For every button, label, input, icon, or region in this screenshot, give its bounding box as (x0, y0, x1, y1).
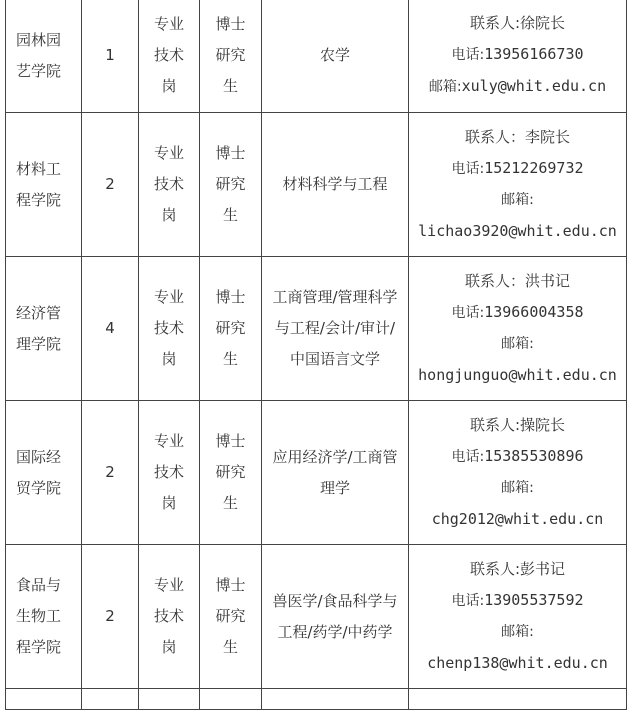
post-cell (139, 113, 200, 257)
headcount: 4 (105, 319, 115, 337)
table-row (6, 113, 627, 257)
headcount: 2 (105, 175, 115, 193)
contact-cell (409, 545, 627, 689)
college-name: 材料工程学院 (16, 159, 62, 209)
contact-person: 联系人:彭书记 (469, 560, 566, 578)
phone-number: 13905537592 (484, 591, 584, 609)
college-name: 食品与生物工程学院 (16, 576, 62, 656)
college-name: 经济管理学院 (16, 303, 62, 353)
email-address: chenp138@whit.edu.cn (427, 654, 608, 672)
email-address: lichao3920@whit.edu.cn (418, 222, 617, 240)
empty-cell (82, 689, 139, 710)
contact-cell (409, 113, 627, 257)
degree-requirement: 博士研究生 (215, 576, 246, 656)
empty-cell (409, 689, 627, 710)
degree-requirement: 博士研究生 (215, 288, 246, 368)
degree-requirement: 博士研究生 (215, 144, 246, 224)
college-cell (6, 113, 82, 257)
phone-label: 电话: (451, 305, 485, 321)
major-requirement: 工商管理/管理科学与工程/会计/审计/中国语言文学 (272, 288, 398, 368)
phone-number: 13956166730 (484, 45, 584, 63)
empty-cell (262, 689, 409, 710)
count-cell (82, 545, 139, 689)
degree-requirement: 博士研究生 (215, 432, 246, 512)
table-row (6, 401, 627, 545)
major-cell (262, 113, 409, 257)
empty-cell (200, 689, 262, 710)
major-requirement: 农学 (319, 46, 350, 64)
contact-cell (409, 0, 627, 113)
degree-cell (200, 257, 262, 401)
college-name: 国际经贸学院 (16, 447, 62, 497)
phone-number: 13966004358 (484, 303, 584, 321)
contact-cell (409, 257, 627, 401)
email-address: chg2012@whit.edu.cn (431, 510, 604, 528)
post-type: 专业技术岗 (153, 288, 184, 368)
post-type: 专业技术岗 (153, 15, 184, 95)
post-type: 专业技术岗 (153, 432, 184, 512)
table-row (6, 257, 627, 401)
phone-label: 电话: (451, 47, 485, 63)
table-row-partial (6, 689, 627, 710)
empty-cell (139, 689, 200, 710)
post-cell (139, 0, 200, 113)
empty-cell (6, 689, 82, 710)
email-label: 邮箱: (501, 480, 534, 496)
contact-person: 联系人：李院长 (464, 128, 570, 146)
headcount: 2 (105, 607, 115, 625)
table-row (6, 0, 627, 113)
post-cell (139, 257, 200, 401)
major-requirement: 材料科学与工程 (282, 175, 388, 193)
college-name: 园林园艺学院 (16, 30, 62, 80)
college-cell (6, 401, 82, 545)
phone-label: 电话: (451, 161, 485, 177)
post-cell (139, 545, 200, 689)
major-requirement: 兽医学/食品科学与工程/药学/中药学 (272, 591, 398, 641)
email-address: xuly@whit.edu.cn (461, 77, 607, 95)
recruitment-table (5, 0, 627, 710)
table-row (6, 545, 627, 689)
phone-number: 15212269732 (484, 159, 584, 177)
count-cell (82, 257, 139, 401)
degree-cell (200, 545, 262, 689)
post-type: 专业技术岗 (153, 576, 184, 656)
major-cell (262, 257, 409, 401)
contact-person: 联系人:操院长 (469, 416, 566, 434)
post-cell (139, 401, 200, 545)
count-cell (82, 113, 139, 257)
degree-cell (200, 113, 262, 257)
email-label: 邮箱: (501, 336, 534, 352)
phone-line (409, 153, 626, 185)
degree-requirement: 博士研究生 (215, 15, 246, 95)
degree-cell (200, 401, 262, 545)
email-label: 邮箱: (501, 624, 534, 640)
contact-person: 联系人：洪书记 (464, 272, 570, 290)
contact-cell (409, 401, 627, 545)
phone-label: 电话: (451, 593, 485, 609)
phone-line (409, 441, 626, 473)
email-address: hongjunguo@whit.edu.cn (418, 366, 617, 384)
count-cell (82, 401, 139, 545)
phone-line (409, 585, 626, 617)
post-type: 专业技术岗 (153, 144, 184, 224)
major-cell (262, 545, 409, 689)
email-line (409, 71, 626, 103)
major-cell (262, 401, 409, 545)
email-label: 邮箱: (501, 192, 534, 208)
degree-cell (200, 0, 262, 113)
contact-person: 联系人:徐院长 (469, 14, 566, 32)
major-cell (262, 0, 409, 113)
college-cell (6, 257, 82, 401)
major-requirement: 应用经济学/工商管理学 (272, 447, 398, 497)
phone-number: 15385530896 (484, 447, 584, 465)
phone-line (409, 297, 626, 329)
college-cell (6, 545, 82, 689)
headcount: 2 (105, 463, 115, 481)
email-label: 邮箱: (428, 79, 462, 95)
college-cell (6, 0, 82, 113)
count-cell (82, 0, 139, 113)
phone-line (409, 39, 626, 71)
headcount: 1 (105, 46, 115, 64)
phone-label: 电话: (451, 449, 485, 465)
